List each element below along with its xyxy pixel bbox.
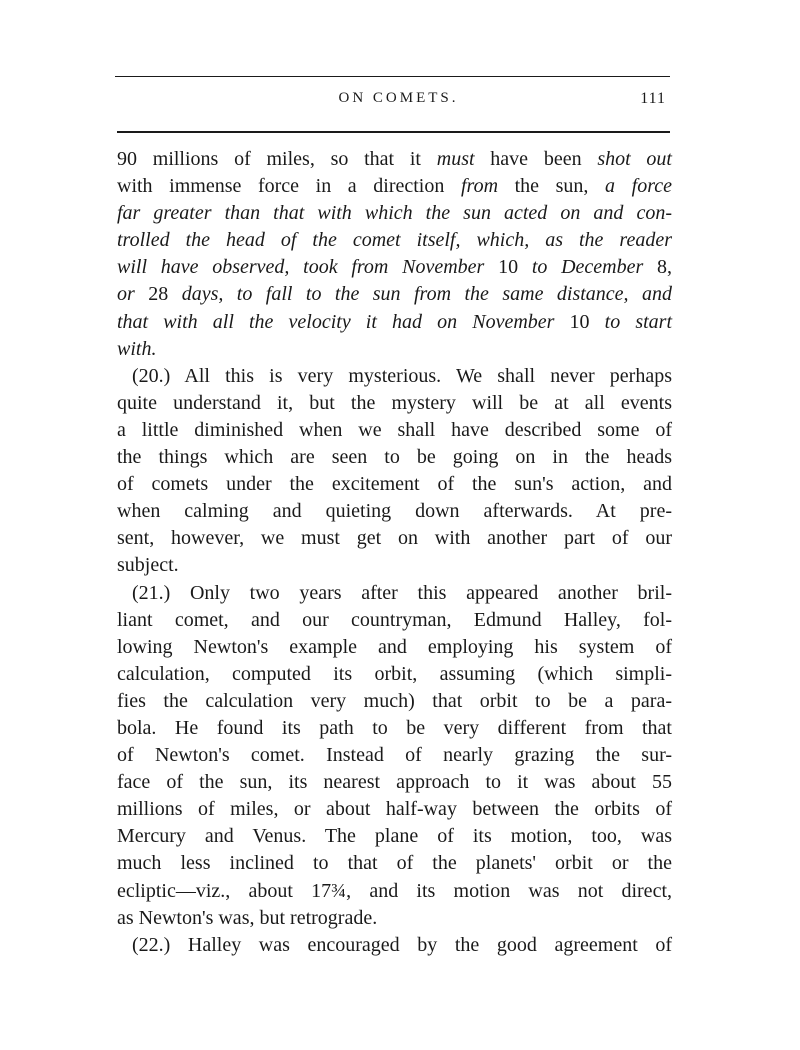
- text-line: [117, 227, 672, 254]
- text-line: [117, 417, 672, 444]
- text-segment: 90 millions of miles, so that it: [117, 148, 437, 170]
- body-text: [117, 146, 672, 959]
- italic-text: that with all the velocity it had on November: [117, 310, 555, 333]
- text-segment: when calming and quieting down afterwards. At pre-: [117, 500, 672, 523]
- italic-text: days, to fall to the sun from the same distance, and: [181, 283, 673, 306]
- text-line: [117, 552, 672, 579]
- page-number: 111: [640, 90, 666, 107]
- italic-text: trolled the head of the comet itself, which, as the reader: [117, 229, 672, 252]
- text-line: [117, 444, 672, 471]
- text-line: [117, 525, 672, 552]
- italic-text: must: [436, 148, 475, 170]
- text-line: [117, 580, 672, 607]
- text-segment: ecliptic—viz., about 17¾, and its motion was not direct,: [117, 879, 672, 902]
- text-segment: of Newton's comet. Instead of nearly grazing the sur-: [117, 744, 672, 767]
- text-line: [117, 769, 672, 796]
- text-segment: with immense force in a direction: [117, 175, 461, 198]
- text-line: [117, 850, 672, 877]
- text-line: [117, 498, 672, 525]
- text-line: [117, 878, 672, 905]
- text-segment: millions of miles, or about half-way between the orbits of: [117, 798, 672, 821]
- text-line: [117, 634, 672, 661]
- text-line: [117, 390, 672, 417]
- italic-text: from: [460, 175, 499, 198]
- italic-text: to start: [604, 310, 672, 333]
- text-segment: subject.: [117, 554, 179, 577]
- text-segment: of comets under the excitement of the sun's action, and: [117, 473, 672, 496]
- text-line: [117, 173, 672, 200]
- text-segment: the sun,: [498, 175, 606, 198]
- text-segment: 10: [484, 256, 532, 279]
- italic-text: or: [117, 283, 135, 306]
- text-line: [117, 254, 672, 281]
- text-line: [117, 905, 672, 932]
- text-segment: have been: [474, 148, 598, 170]
- page-header: [117, 90, 670, 114]
- text-segment: lowing Newton's example and employing his system of: [117, 635, 672, 658]
- text-segment: as Newton's was, but retrograde.: [117, 906, 378, 929]
- italic-text: will have observed, took from November: [117, 256, 485, 279]
- text-segment: 8,: [643, 256, 673, 279]
- text-line: [117, 742, 672, 769]
- text-line: [117, 661, 672, 688]
- text-segment: sent, however, we must get on with another part of our: [117, 527, 672, 550]
- text-segment: (21.) Only two years after this appeared another bril-: [132, 581, 672, 604]
- text-segment: (22.) Halley was encouraged by the good agreement of: [132, 933, 672, 956]
- text-segment: face of the sun, its nearest approach to it was about 55: [117, 771, 672, 794]
- text-segment: quite understand it, but the mystery will be at all events: [117, 391, 672, 414]
- text-segment: 28: [134, 283, 182, 306]
- text-line: [117, 715, 672, 742]
- text-line: [117, 932, 672, 959]
- text-segment: (20.) All this is very mysterious. We shall never perhaps: [132, 364, 672, 387]
- italic-text: shot out: [597, 148, 672, 170]
- italic-text: a force: [605, 175, 672, 198]
- text-line: [117, 363, 672, 390]
- italic-text: to December: [531, 256, 644, 279]
- text-segment: 10: [554, 310, 605, 333]
- header-rule-bottom: [117, 131, 670, 133]
- text-line: [117, 796, 672, 823]
- text-line: [117, 823, 672, 850]
- text-line: [117, 146, 672, 173]
- text-line: [117, 281, 672, 308]
- text-line: [117, 336, 672, 363]
- text-segment: bola. He found its path to be very different from that: [117, 716, 672, 739]
- italic-text: far greater than that with which the sun acted on and con-: [117, 202, 672, 225]
- text-segment: the things which are seen to be going on in the heads: [117, 446, 672, 469]
- text-segment: fies the calculation very much) that orbit to be a para-: [117, 689, 672, 712]
- text-line: [117, 200, 672, 227]
- text-line: [117, 607, 672, 634]
- text-segment: calculation, computed its orbit, assuming (which simpli-: [117, 662, 672, 685]
- text-segment: liant comet, and our countryman, Edmund Halley, fol-: [117, 608, 672, 631]
- text-line: [117, 309, 672, 336]
- text-line: [117, 471, 672, 498]
- text-segment: much less inclined to that of the planets' orbit or the: [117, 852, 672, 875]
- text-segment: Mercury and Venus. The plane of its motion, too, was: [117, 825, 672, 848]
- text-line: [117, 688, 672, 715]
- header-rule-top: [115, 76, 670, 77]
- text-segment: a little diminished when we shall have described some of: [117, 418, 672, 441]
- italic-text: with.: [117, 337, 157, 360]
- running-head: ON COMETS.: [338, 90, 459, 106]
